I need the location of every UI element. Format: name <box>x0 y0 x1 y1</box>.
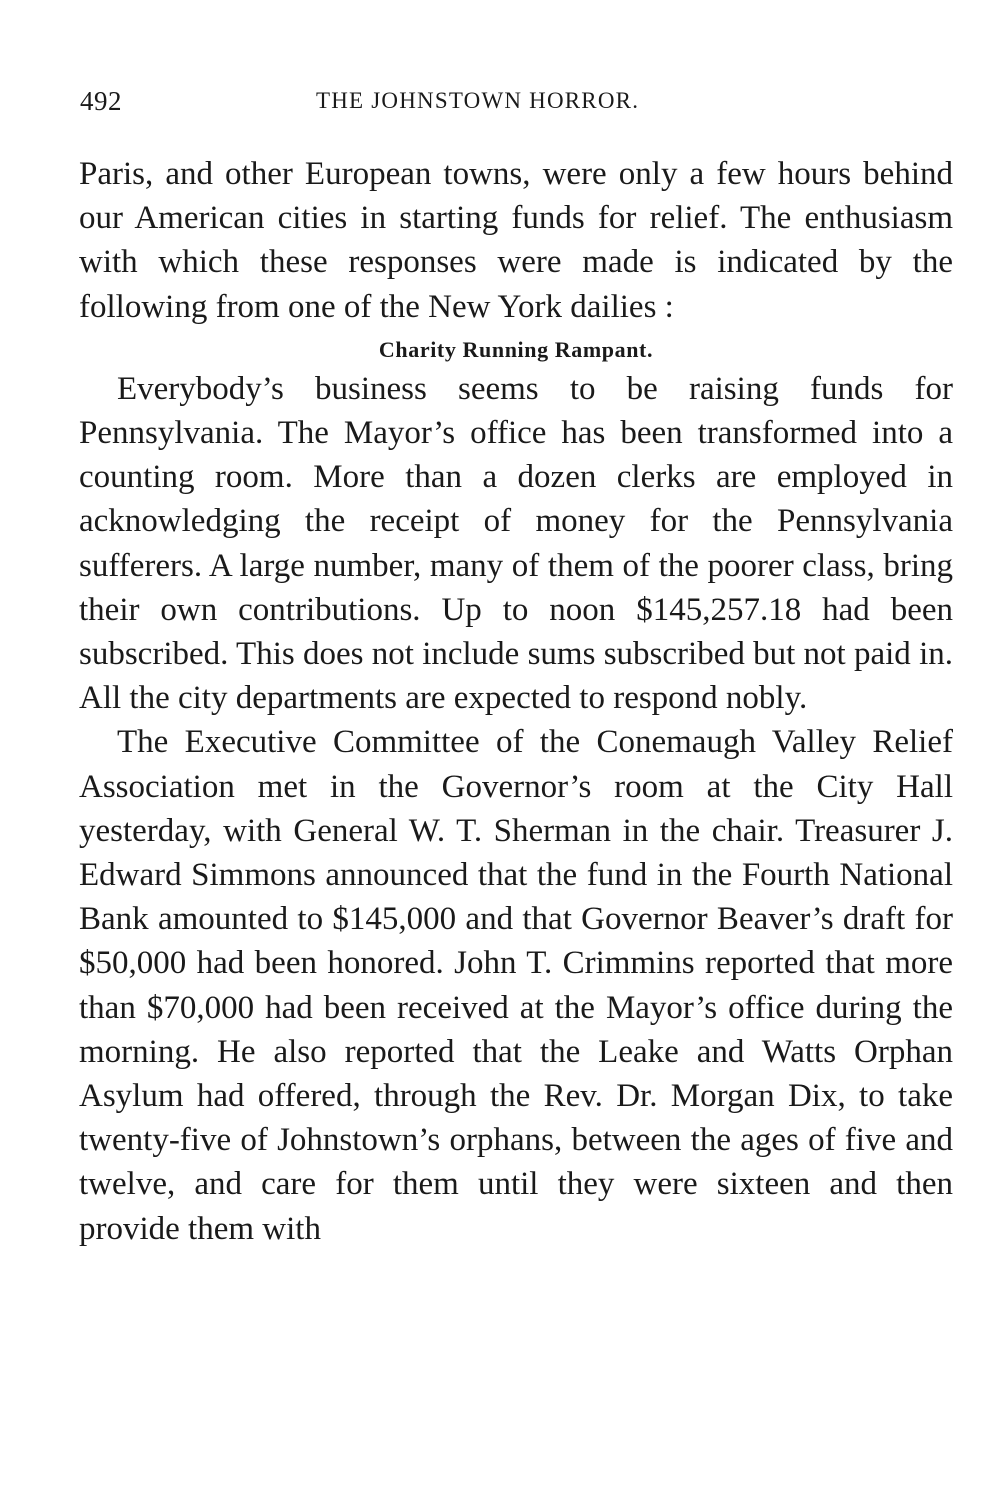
body-text <box>79 152 953 1251</box>
paragraph-intro: Paris, and other European towns, were only a few hours behind our American cities in starting funds for relief. The enthusiasm with which these responses were made is indicated by the following from one of the New York dailies : <box>79 156 953 325</box>
section-heading: Charity Running Rampant. <box>378 336 654 362</box>
paragraph-committee: The Executive Committee of the Conemaugh Valley Relief Association met in the Governor’s room at the City Hall yesterday, with General W. T. Sherman in the chair. Treasurer J. Edward Simmons announced that the fund in the Fourth National Bank amounted to $145,000 and that Governor Beaver’s draft for $50,000 had been honored. John T. Crimmins reported that more than $70,000 had been received at the Mayor’s office during the morning. He also reported that the Leake and Watts Orphan Asylum had offered, through the Rev. Dr. Morgan Dix, to take twenty-five of Johnstown’s orphans, between the ages of five and twelve, and care for them until they were sixteen and then provide them with <box>79 724 953 1247</box>
paragraph-charity: Everybody’s business seems to be raising funds for Pennsylvania. The Mayor’s office has been transformed into a counting room. More than a dozen clerks are employed in acknowledging the receipt of money for the Pennsylvania sufferers. A large number, many of them of the poorer class, bring their own contributions. Up to noon $145,257.18 had been subscribed. This does not include sums subscribed but not paid in. All the city departments are expected to respond nobly. <box>79 370 953 717</box>
running-title: THE JOHNSTOWN HORROR. <box>316 88 640 113</box>
page-number: 492 <box>80 86 122 116</box>
running-head <box>80 86 952 122</box>
